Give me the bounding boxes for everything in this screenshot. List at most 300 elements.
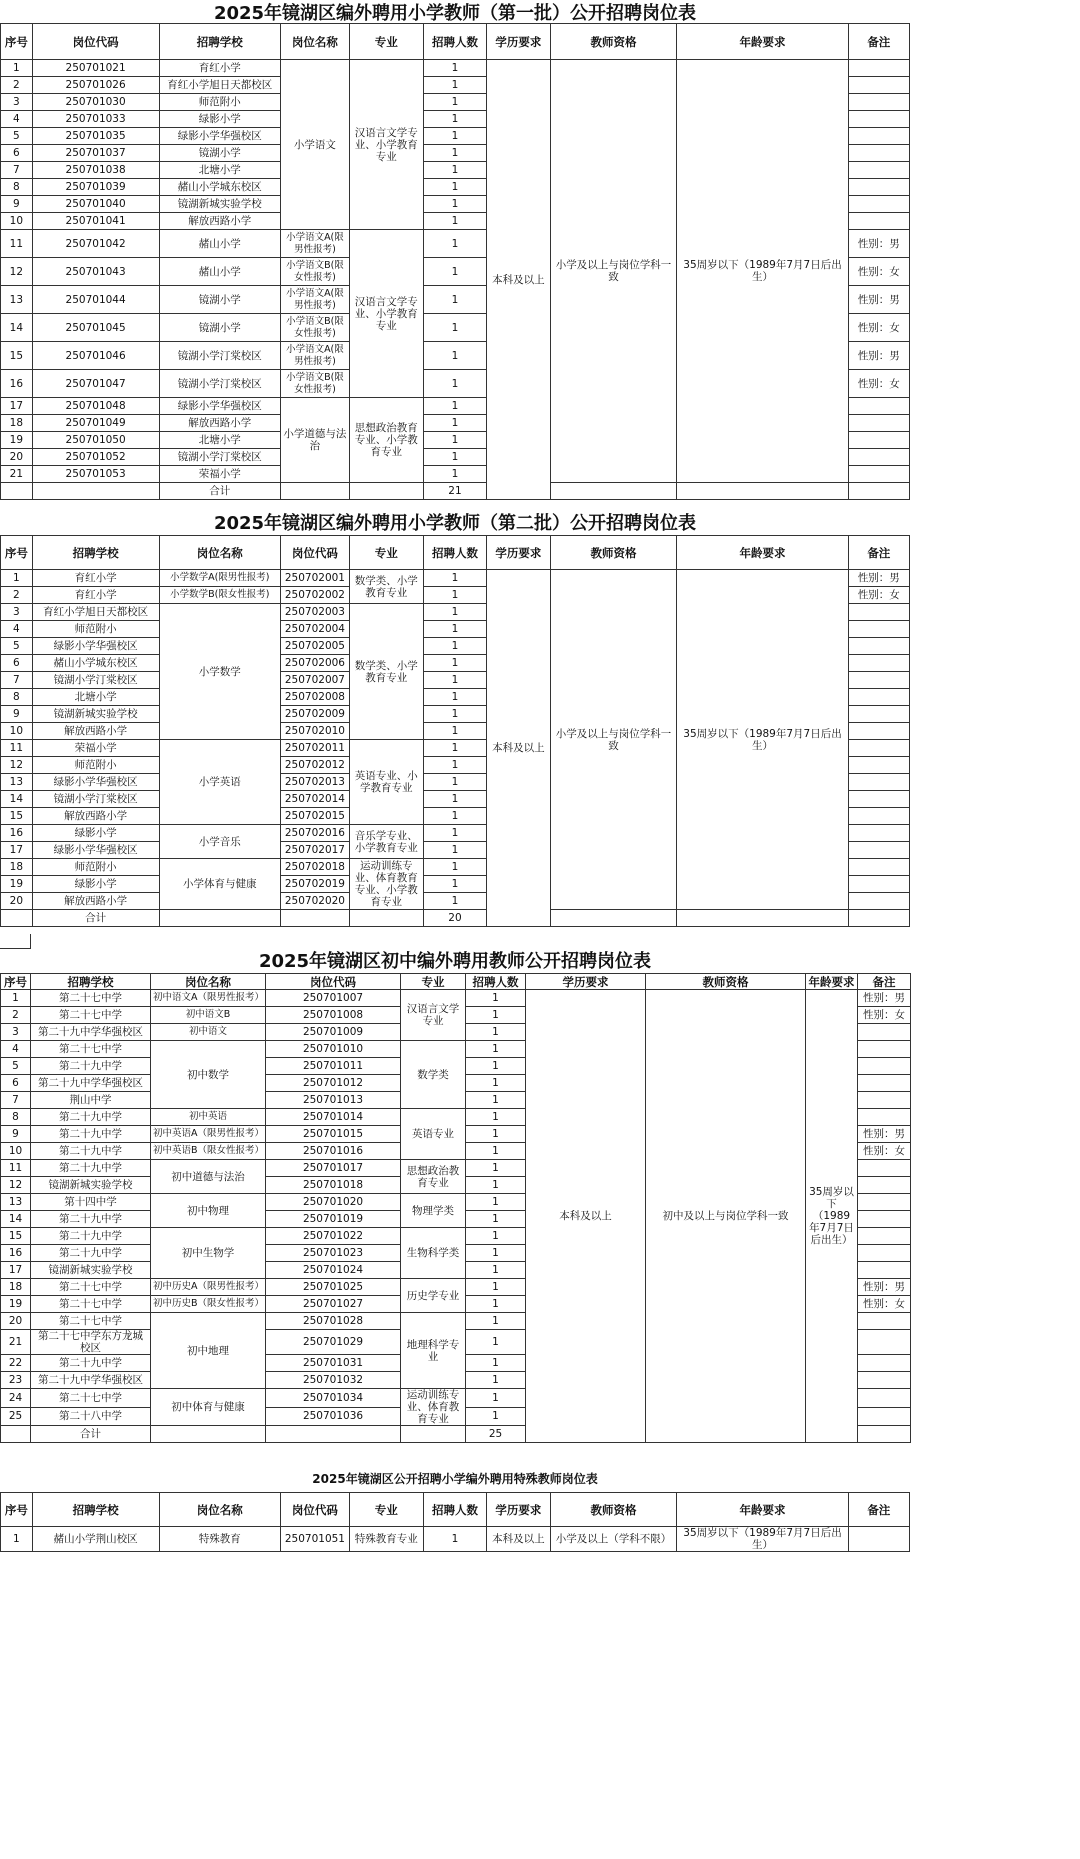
post-code: 250702005 [281,638,350,655]
note [848,213,909,230]
hire-count: 1 [423,196,486,213]
row-index: 14 [1,314,33,342]
row-index: 17 [1,1262,31,1279]
note [848,825,909,842]
note [858,1177,911,1194]
major: 思想政治教育专业 [401,1160,466,1194]
school: 育红小学旭日天都校区 [159,77,281,94]
post-code: 250701043 [32,258,159,286]
school: 第二十九中学 [31,1109,151,1126]
column-header: 招聘人数 [423,24,486,60]
post-code: 250701018 [266,1177,401,1194]
post-code: 250702012 [281,757,350,774]
post-code: 250701041 [32,213,159,230]
row-index: 18 [1,415,33,432]
table2-title: 2025年镜湖区编外聘用小学教师（第二批）公开招聘岗位表 [213,513,697,534]
row-index: 7 [1,162,33,179]
column-header: 备注 [848,24,909,60]
school: 赭山小学城东校区 [159,179,281,196]
note [858,1194,911,1211]
post-code: 250701040 [32,196,159,213]
major: 地理科学专业 [401,1313,466,1389]
school: 第二十九中学华强校区 [31,1075,151,1092]
note: 性别：女 [848,258,909,286]
column-header: 序号 [1,974,31,990]
hire-count: 1 [466,1245,526,1262]
note [858,1109,911,1126]
post-code: 250702013 [281,774,350,791]
school: 镜湖新城实验学校 [32,706,159,723]
hire-count: 1 [466,1024,526,1041]
post-name: 小学语文A(限男性报考) [281,342,350,370]
table-cell [677,483,848,500]
row-index: 6 [1,145,33,162]
row-index: 25 [1,1407,31,1426]
note [848,94,909,111]
post-name: 初中地理 [151,1313,266,1389]
table-header-row [1,1493,910,1527]
post-name: 小学语文A(限男性报考) [281,286,350,314]
row-index: 9 [1,1126,31,1143]
school: 第二十九中学 [31,1245,151,1262]
hire-count: 1 [423,774,486,791]
post-code: 250701049 [32,415,159,432]
school: 育红小学 [32,570,159,587]
post-name: 小学数学 [159,604,281,740]
note [848,77,909,94]
school: 镜湖小学汀棠校区 [159,370,281,398]
post-code: 250701019 [266,1211,401,1228]
major: 英语专业 [401,1109,466,1160]
major: 思想政治教育专业、小学教育专业 [349,398,423,483]
column-header: 专业 [349,24,423,60]
note [848,604,909,621]
hire-count: 1 [423,842,486,859]
note [848,893,909,910]
note [848,432,909,449]
note [858,1330,911,1355]
school: 师范附小 [32,621,159,638]
school: 第二十九中学 [31,1211,151,1228]
table-cell [281,910,350,927]
post-code: 250701046 [32,342,159,370]
hire-count: 1 [423,449,486,466]
age-requirement: 35周岁以下（1989年7月7日后出生） [677,60,848,483]
post-name: 初中英语 [151,1109,266,1126]
teacher-qualification: 小学及以上与岗位学科一致 [550,570,677,910]
hire-count: 1 [466,1296,526,1313]
column-header: 学历要求 [487,536,550,570]
post-code: 250702001 [281,570,350,587]
column-header: 年龄要求 [677,24,848,60]
post-name: 初中数学 [151,1041,266,1109]
note [848,876,909,893]
post-code: 250701045 [32,314,159,342]
row-index: 8 [1,179,33,196]
post-code: 250702014 [281,791,350,808]
column-header: 岗位代码 [281,1493,350,1527]
school: 绿影小学 [159,111,281,128]
row-index: 22 [1,1355,31,1372]
school: 绿影小学 [32,825,159,842]
note: 性别：女 [858,1296,911,1313]
post-code: 250701026 [32,77,159,94]
note [858,1058,911,1075]
total-row [1,910,910,927]
note [848,638,909,655]
post-name: 小学数学A(限男性报考) [159,570,281,587]
row-index: 16 [1,1245,31,1262]
row-index: 18 [1,859,33,876]
school: 镜湖小学 [159,145,281,162]
note [848,757,909,774]
table-cell [266,1426,401,1443]
note [848,415,909,432]
row-index: 6 [1,1075,31,1092]
column-header: 招聘学校 [32,536,159,570]
school: 第二十七中学 [31,1389,151,1408]
school: 荣福小学 [32,740,159,757]
note [848,621,909,638]
note [848,466,909,483]
school: 第二十九中学 [31,1355,151,1372]
post-code: 250701034 [266,1389,401,1408]
note: 性别：男 [858,1126,911,1143]
school: 绿影小学华强校区 [32,774,159,791]
education-requirement: 本科及以上 [487,60,550,500]
school: 解放西路小学 [32,893,159,910]
note [848,449,909,466]
major: 数学类、小学教育专业 [349,604,423,740]
hire-count: 1 [466,1041,526,1058]
school: 镜湖小学汀棠校区 [32,791,159,808]
post-code: 250701030 [32,94,159,111]
column-header: 教师资格 [646,974,806,990]
school: 第二十九中学 [31,1228,151,1245]
school: 师范附小 [159,94,281,111]
post-code: 250701032 [266,1372,401,1389]
row-index: 1 [1,570,33,587]
school: 第二十七中学 [31,1296,151,1313]
school: 第二十七中学东方龙城校区 [31,1330,151,1355]
row-index: 13 [1,1194,31,1211]
note [858,1160,911,1177]
table-row [1,990,911,1007]
school: 镜湖小学 [159,286,281,314]
row-index: 11 [1,1160,31,1177]
column-header: 专业 [349,536,423,570]
column-header: 招聘人数 [423,1493,486,1527]
school: 第二十九中学华强校区 [31,1024,151,1041]
note [848,179,909,196]
age-requirement: 35周岁以下（1989年7月7日后出生） [806,990,858,1443]
school: 第二十八中学 [31,1407,151,1426]
major: 物理学类 [401,1194,466,1228]
school: 赭山小学 [159,258,281,286]
hire-count: 1 [423,162,486,179]
note: 性别：女 [848,370,909,398]
school: 第二十七中学 [31,1007,151,1024]
row-index: 19 [1,1296,31,1313]
hire-count: 1 [423,466,486,483]
row-index: 21 [1,1330,31,1355]
row-index: 20 [1,1313,31,1330]
row-index: 16 [1,825,33,842]
post-code: 250702020 [281,893,350,910]
table-cell [848,1527,909,1552]
school: 荆山中学 [31,1092,151,1109]
table-cell [550,910,677,927]
total-count: 25 [466,1426,526,1443]
note [858,1075,911,1092]
column-header: 教师资格 [550,536,677,570]
post-name: 初中生物学 [151,1228,266,1279]
note: 性别：男 [848,230,909,258]
major: 运动训练专业、体育教育专业、小学教育专业 [349,859,423,910]
hire-count: 1 [423,258,486,286]
post-code: 250702008 [281,689,350,706]
column-header: 序号 [1,536,33,570]
table-cell [550,483,677,500]
hire-count: 1 [423,432,486,449]
hire-count: 1 [423,587,486,604]
row-index: 12 [1,1177,31,1194]
row-index: 21 [1,466,33,483]
hire-count: 1 [423,672,486,689]
post-code: 250701029 [266,1330,401,1355]
total-count: 21 [423,483,486,500]
hire-count: 1 [423,893,486,910]
hire-count: 1 [423,179,486,196]
column-header: 岗位名称 [159,536,281,570]
post-name: 初中道德与法治 [151,1160,266,1194]
hire-count: 1 [423,740,486,757]
post-name: 小学语文A(限男性报考) [281,230,350,258]
hire-count: 1 [423,145,486,162]
post-code: 250701047 [32,370,159,398]
row-index: 1 [1,990,31,1007]
post-code: 250701009 [266,1024,401,1041]
column-header: 学历要求 [487,24,550,60]
school: 师范附小 [32,757,159,774]
hire-count: 1 [423,570,486,587]
note [848,128,909,145]
hire-count: 1 [466,990,526,1007]
school: 育红小学旭日天都校区 [32,604,159,621]
hire-count: 1 [466,1407,526,1426]
column-header: 岗位名称 [151,974,266,990]
school: 绿影小学华强校区 [159,128,281,145]
hire-count: 1 [466,1143,526,1160]
row-index: 15 [1,808,33,825]
post-code: 250701042 [32,230,159,258]
column-header: 备注 [848,536,909,570]
post-code: 250701010 [266,1041,401,1058]
total-label: 合计 [32,910,159,927]
school: 北塘小学 [32,689,159,706]
age-requirement: 35周岁以下（1989年7月7日后出生） [677,570,848,910]
note [848,859,909,876]
school: 镜湖小学汀棠校区 [159,342,281,370]
school: 解放西路小学 [32,808,159,825]
hire-count: 1 [466,1058,526,1075]
school: 赭山小学 [159,230,281,258]
table-cell [349,910,423,927]
post-name: 小学数学B(限女性报考) [159,587,281,604]
note [858,1262,911,1279]
hire-count: 1 [423,757,486,774]
post-code: 250702011 [281,740,350,757]
table-cell [159,910,281,927]
hire-count: 1 [466,1160,526,1177]
note: 性别：女 [848,587,909,604]
total-label: 合计 [159,483,281,500]
post-code: 250701028 [266,1313,401,1330]
post-code: 250702018 [281,859,350,876]
note [848,740,909,757]
table-cell: 本科及以上 [487,1527,550,1552]
major: 汉语言文学专业、小学教育专业 [349,60,423,230]
column-header: 招聘人数 [423,536,486,570]
post-code: 250702007 [281,672,350,689]
row-index: 13 [1,774,33,791]
hire-count: 1 [423,825,486,842]
school: 镜湖小学汀棠校区 [159,449,281,466]
row-index: 23 [1,1372,31,1389]
table-cell: 35周岁以下（1989年7月7日后出生） [677,1527,848,1552]
hire-count: 1 [466,1330,526,1355]
hire-count: 1 [466,1313,526,1330]
column-header: 序号 [1,1493,33,1527]
note [848,145,909,162]
hire-count: 1 [423,859,486,876]
major: 数学类、小学教育专业 [349,570,423,604]
post-name: 小学体育与健康 [159,859,281,910]
table-cell: 小学及以上（学科不限） [550,1527,677,1552]
hire-count: 1 [423,111,486,128]
major: 汉语言文学专业 [401,990,466,1041]
row-index: 19 [1,432,33,449]
post-code: 250701048 [32,398,159,415]
post-name: 小学语文 [281,60,350,230]
note [858,1228,911,1245]
table-cell [349,483,423,500]
note: 性别：男 [848,286,909,314]
column-header: 岗位代码 [266,974,401,990]
note [858,1245,911,1262]
post-code: 250701036 [266,1407,401,1426]
post-code: 250701020 [266,1194,401,1211]
table-cell [848,910,909,927]
hire-count: 1 [423,94,486,111]
note [848,398,909,415]
row-index: 17 [1,398,33,415]
post-name: 小学语文B(限女性报考) [281,370,350,398]
row-index: 2 [1,77,33,94]
row-index: 19 [1,876,33,893]
post-code: 250701015 [266,1126,401,1143]
column-header: 岗位名称 [159,1493,281,1527]
post-name: 初中历史A（限男性报考） [151,1279,266,1296]
column-header: 岗位名称 [281,24,350,60]
school: 第二十七中学 [31,990,151,1007]
row-index: 5 [1,1058,31,1075]
row-index: 20 [1,893,33,910]
school: 绿影小学华强校区 [32,842,159,859]
post-name: 初中语文 [151,1024,266,1041]
hire-count: 1 [423,286,486,314]
hire-count: 1 [466,1109,526,1126]
hire-count: 1 [423,876,486,893]
note: 性别：女 [858,1007,911,1024]
column-header: 岗位代码 [32,24,159,60]
note [848,60,909,77]
row-index: 11 [1,740,33,757]
post-code: 250701012 [266,1075,401,1092]
note [858,1024,911,1041]
note [848,706,909,723]
post-code: 250701027 [266,1296,401,1313]
note [848,111,909,128]
column-header: 招聘学校 [31,974,151,990]
table-cell [848,483,909,500]
hire-count: 1 [423,791,486,808]
hire-count: 1 [466,1177,526,1194]
post-code: 250702019 [281,876,350,893]
row-index: 9 [1,706,33,723]
hire-count: 1 [466,1092,526,1109]
hire-count: 1 [466,1228,526,1245]
post-name: 初中体育与健康 [151,1389,266,1426]
row-index: 8 [1,1109,31,1126]
school: 第十四中学 [31,1194,151,1211]
note [858,1372,911,1389]
column-header: 学历要求 [526,974,646,990]
row-index: 13 [1,286,33,314]
row-index: 11 [1,230,33,258]
school: 第二十七中学 [31,1279,151,1296]
note [848,791,909,808]
major: 音乐学专业、小学教育专业 [349,825,423,859]
table-cell: 250701051 [281,1527,350,1552]
table-cell: 特殊教育 [159,1527,281,1552]
table-cell: 1 [1,1527,33,1552]
column-header: 招聘人数 [466,974,526,990]
hire-count: 1 [466,1075,526,1092]
education-requirement: 本科及以上 [526,990,646,1443]
hire-count: 1 [466,1372,526,1389]
table-cell [32,483,159,500]
teacher-qualification: 小学及以上与岗位学科一致 [550,60,677,483]
column-header: 岗位代码 [281,536,350,570]
school: 解放西路小学 [159,415,281,432]
post-code: 250701016 [266,1143,401,1160]
post-name: 初中语文B [151,1007,266,1024]
school: 北塘小学 [159,432,281,449]
post-name: 小学语文B(限女性报考) [281,258,350,286]
column-header: 序号 [1,24,33,60]
cell-marker [0,934,31,949]
row-index: 5 [1,638,33,655]
post-code: 250702002 [281,587,350,604]
post-name: 小学英语 [159,740,281,825]
row-index: 3 [1,604,33,621]
table-header-row [1,974,911,990]
major: 数学类 [401,1041,466,1109]
table1 [0,23,910,500]
post-name: 小学道德与法治 [281,398,350,483]
row-index: 7 [1,1092,31,1109]
